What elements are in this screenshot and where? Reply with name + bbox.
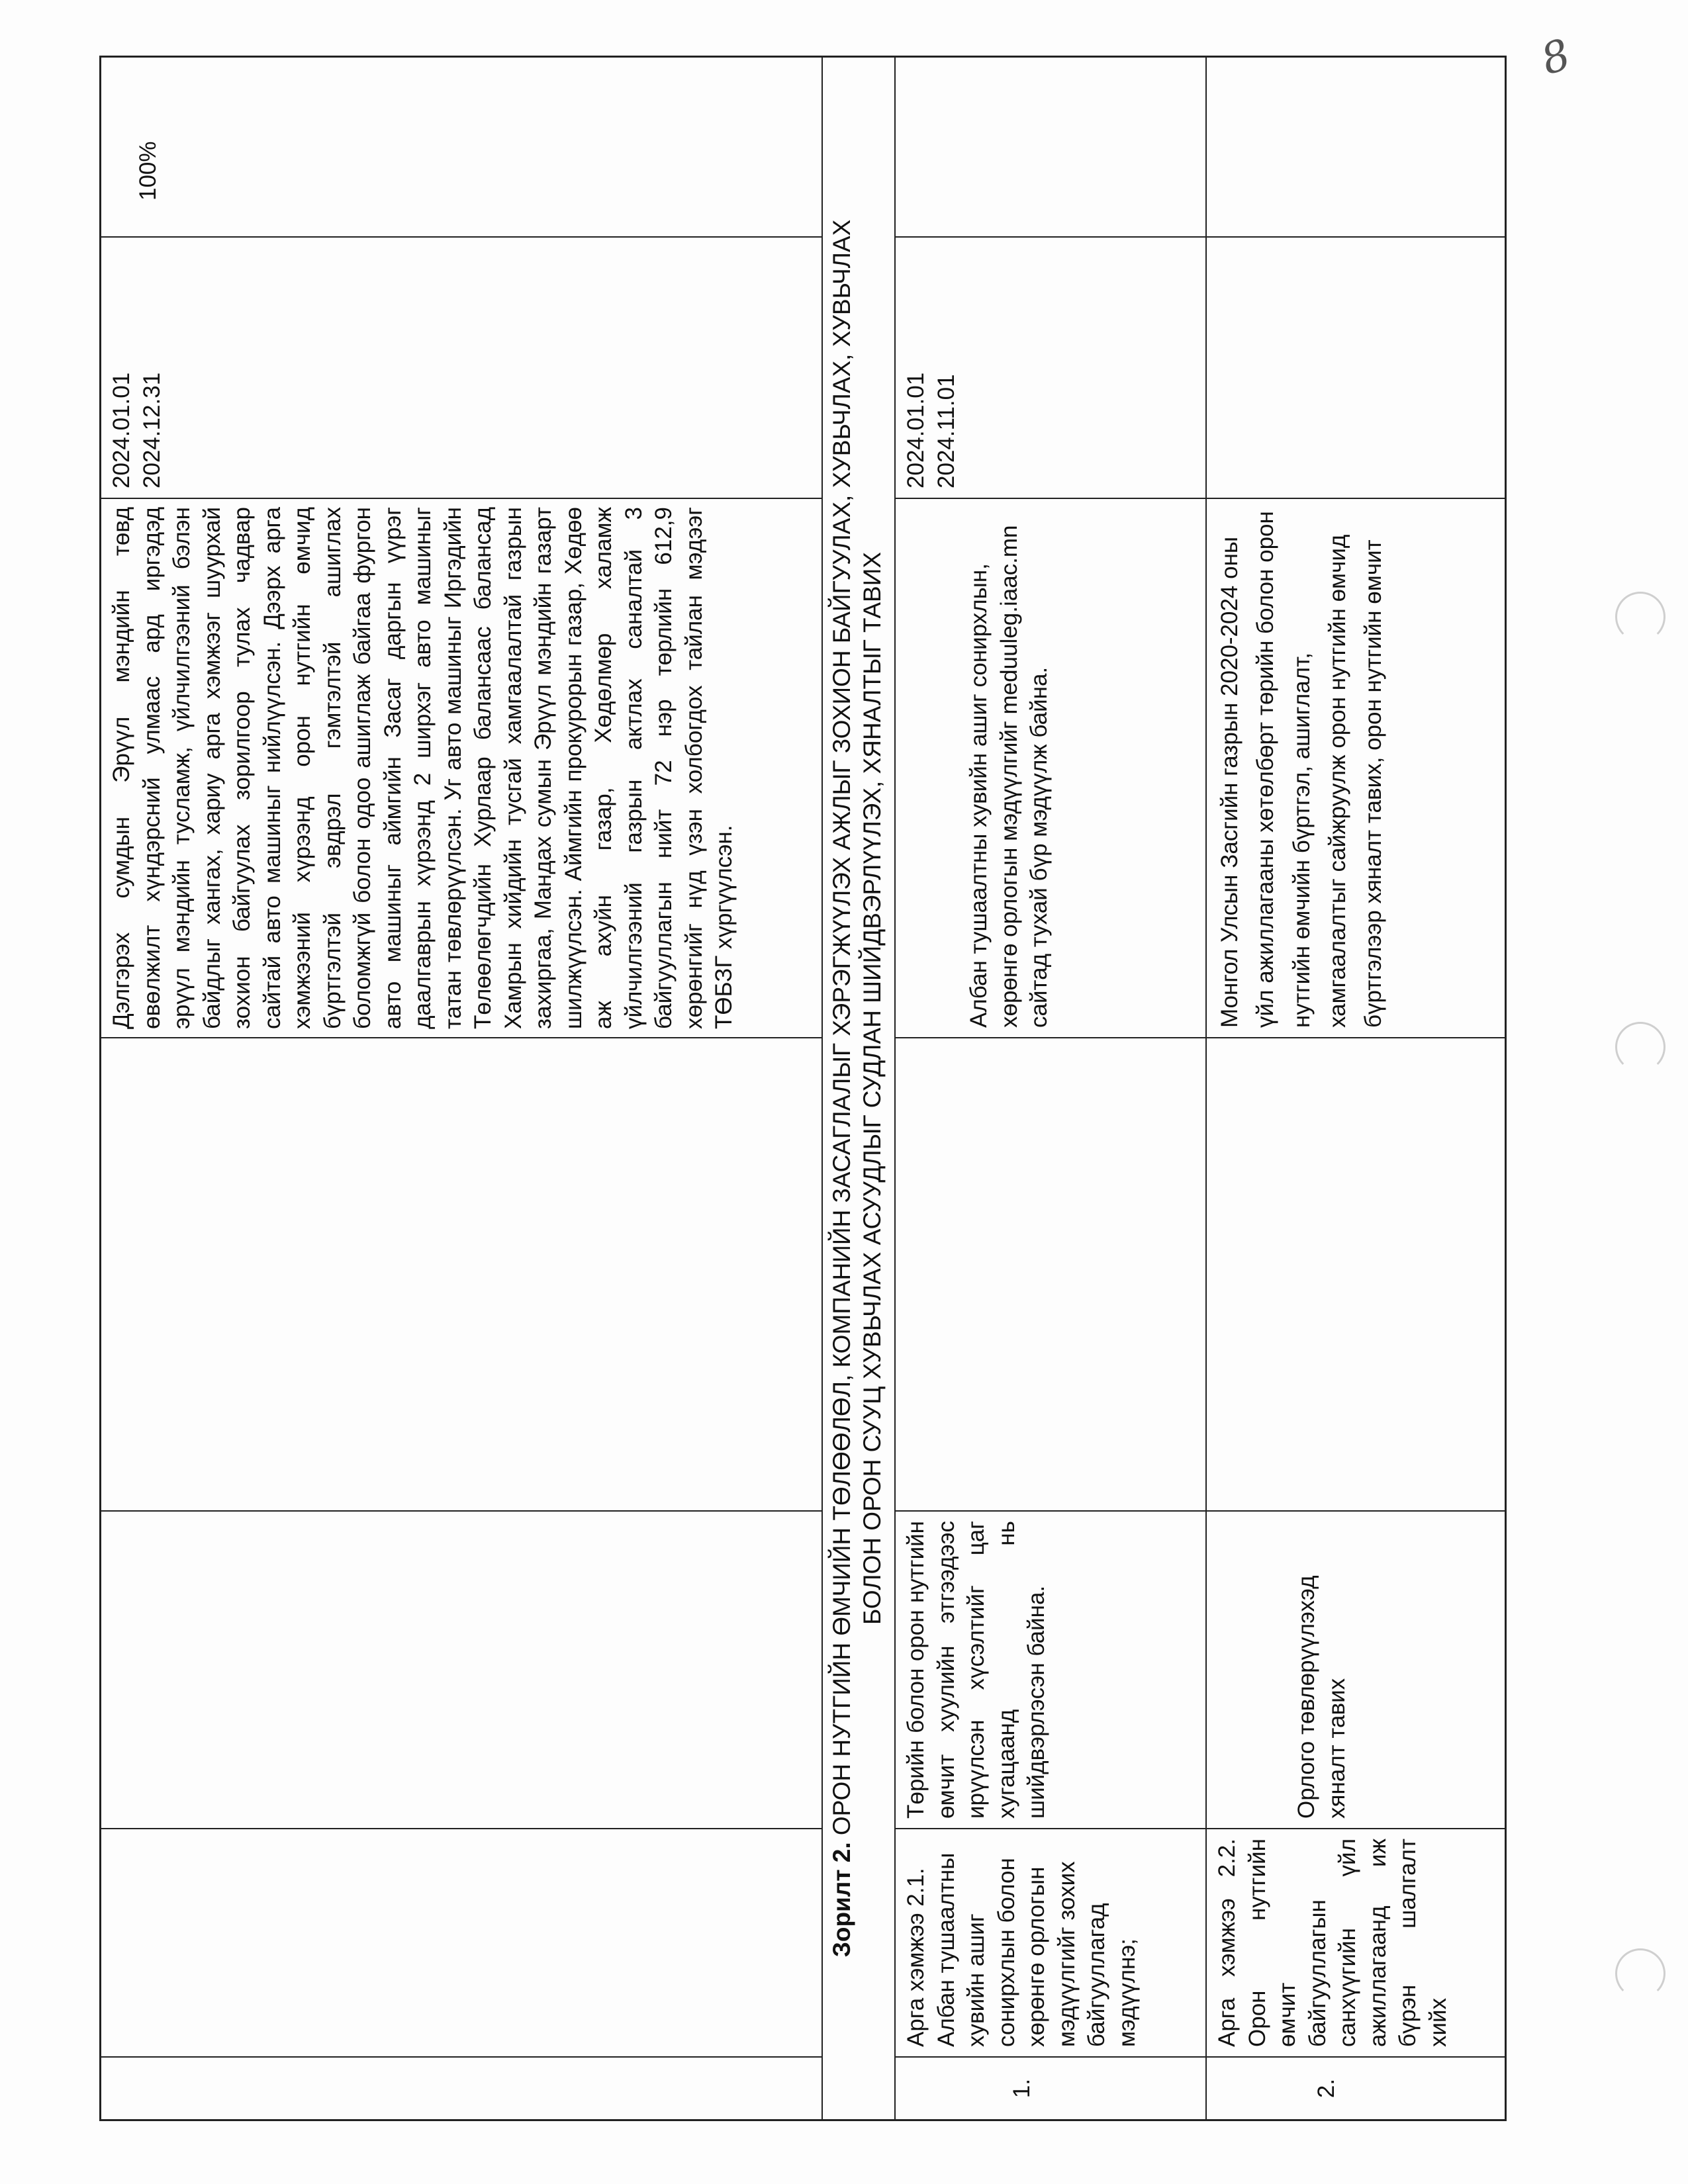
row2-date-cell <box>1207 236 1505 498</box>
row2-percent-cell <box>1207 58 1505 236</box>
punch-hole-mark <box>1615 592 1665 642</box>
row2-description: Монгол Улсын Засгийн газрын 2020-2024 оны үйл ажиллагааны хөтөлбөрт төрийн болон орон нутгийн өмчийн бүртгэл, ашиглалт, хамгаалалтыг сайжруулж орон нутгийн өмчид бүртгэлээр хяналт тавих, орон нутгийн өмчит <box>1217 511 1386 1028</box>
goal-banner <box>823 58 896 2119</box>
row2-result: Орлого төвлөрүүлэхэд хяналт тавих <box>1293 1575 1350 1819</box>
row2-measure: Арга хэмжээ 2.2. Орон нутгийн өмчит байгууллагын санхүүгийн үйл ажиллагаанд иж бүрэн шалгалт хийх <box>1214 1839 1451 2047</box>
punch-hole-mark <box>1615 1948 1665 1999</box>
row1-num-cell <box>896 2056 1207 2119</box>
top-description-cell <box>101 498 823 1037</box>
row1-measure: Арга хэмжээ 2.1. Албан тушаалтны хувийн ашиг сонирхлын болон хөрөнгө орлогын мэдүүлгийг зохих байгууллагад мэдүүлнэ; <box>903 1852 1140 2047</box>
goal-line1: ОРОН НУТГИЙН ӨМЧИЙН ТӨЛӨӨЛӨЛ, КОМПАНИЙН ЗАСАГЛАЛЫГ ХЭРЭГЖҮҮЛЭХ АЖЛЫГ ЗОХИОН БАЙГУУЛАХ, ХУВЬЧЛАХ, ХУВЬЧЛАХ <box>828 219 855 1836</box>
row2-measure-cell <box>1207 1828 1505 2056</box>
row2-result-cell <box>1207 1510 1505 1828</box>
row1-description: Албан тушаалтны хувийн ашиг сонирхлын, хөрөнгө орлогын мэдүүлгийг meduuleg.iaac.mn сайтад тухай бүр мэдүүлж байна. <box>966 525 1052 1028</box>
row1-result-cell <box>896 1510 1207 1828</box>
row2-description-cell <box>1207 498 1505 1037</box>
row1-num: 1. <box>1009 2078 1035 2099</box>
goal-line2: БОЛОН ОРОН СУУЦ ХУВЬЧЛАХ АСУУДЛЫГ СУДЛАН ШИЙДВЭРЛҮҮЛЭХ, ХЯНАЛТЫГ ТАВИХ <box>859 551 886 1625</box>
top-date-cell <box>101 236 823 498</box>
top-blank-cell <box>101 1037 823 1510</box>
top-percent-cell <box>101 58 823 236</box>
row1-measure-cell <box>896 1828 1207 2056</box>
row1-description-cell <box>896 498 1207 1037</box>
row1-percent-cell <box>896 58 1207 236</box>
punch-hole-mark <box>1615 1022 1665 1072</box>
top-description-text: Дэлгэрэх сумдын Эрүүл мэндийн төвд өвөлжилт хүндэрсний улмаас ард иргэдэд эрүүл мэндийн тусламж, үйлчилгээний бэлэн байдлыг хангах, хариу арга хэмжээг шуурхай зохион байгуулах зорилгоор тулах чадвар сайтай авто машиныг нийлүүлсэн. Дээрх арга хэмжээний хүрээнд орон нутгийн өмчид бүртгэлтэй эвдрэл гэмтэлтэй ашиглах боломжгүй болон одоо ашиглаж байгаа фургон авто машиныг аймгийн Засаг даргын үүрэг даалгаврын хүрээнд 2 ширхэг авто машиныг татан төвлөрүүлсэн. Уг авто машиныг Иргэдийн Төлөөлөгчдийн Хурлаар балансаас балансад Хамрын хийдийн тусгай хамгаалалтай газрын захиргаа, Мандах сумын Эрүүл мэндийн газарт шилжүүлсэн. Аймгийн прокурорын газар, Хөдөө аж ахуйн газар, Хөдөлмөр халамж үйлчилгээний газрын актлах саналтай 3 байгууллагын нийт 72 нэр төрлийн 612,9 хөрөнгийг нүд үзэн холбогдох тайлан мэдээг ТӨБЗГ хүргүүлсэн. <box>109 507 737 1029</box>
row1-date-start: 2024.01.01 <box>903 372 929 488</box>
row2-num-cell <box>1207 2056 1505 2119</box>
top-measure-cell <box>101 1828 823 2056</box>
row2-blank-cell <box>1207 1037 1505 1510</box>
row2-num: 2. <box>1313 2078 1339 2099</box>
row1-blank-cell <box>896 1037 1207 1510</box>
top-num-cell <box>101 2056 823 2119</box>
goal-prefix: Зорилт 2. <box>828 1842 855 1958</box>
plan-table <box>99 56 1507 2121</box>
row1-date-cell <box>896 236 1207 498</box>
top-percent: 100% <box>135 141 161 201</box>
top-result-cell <box>101 1510 823 1828</box>
top-date-end: 2024.12.31 <box>138 372 165 488</box>
top-date-start: 2024.01.01 <box>109 372 134 488</box>
handwritten-page-number: 8 <box>1535 30 1577 85</box>
row1-date-end: 2024.11.01 <box>933 374 959 488</box>
row1-result: Төрийн болон орон нутгийн өмчит хуулийн этгээдээс ирүүлсэн хүсэлтийг цаг хугацаанд нь шийдвэрлэсэн байна. <box>903 1521 1049 1819</box>
